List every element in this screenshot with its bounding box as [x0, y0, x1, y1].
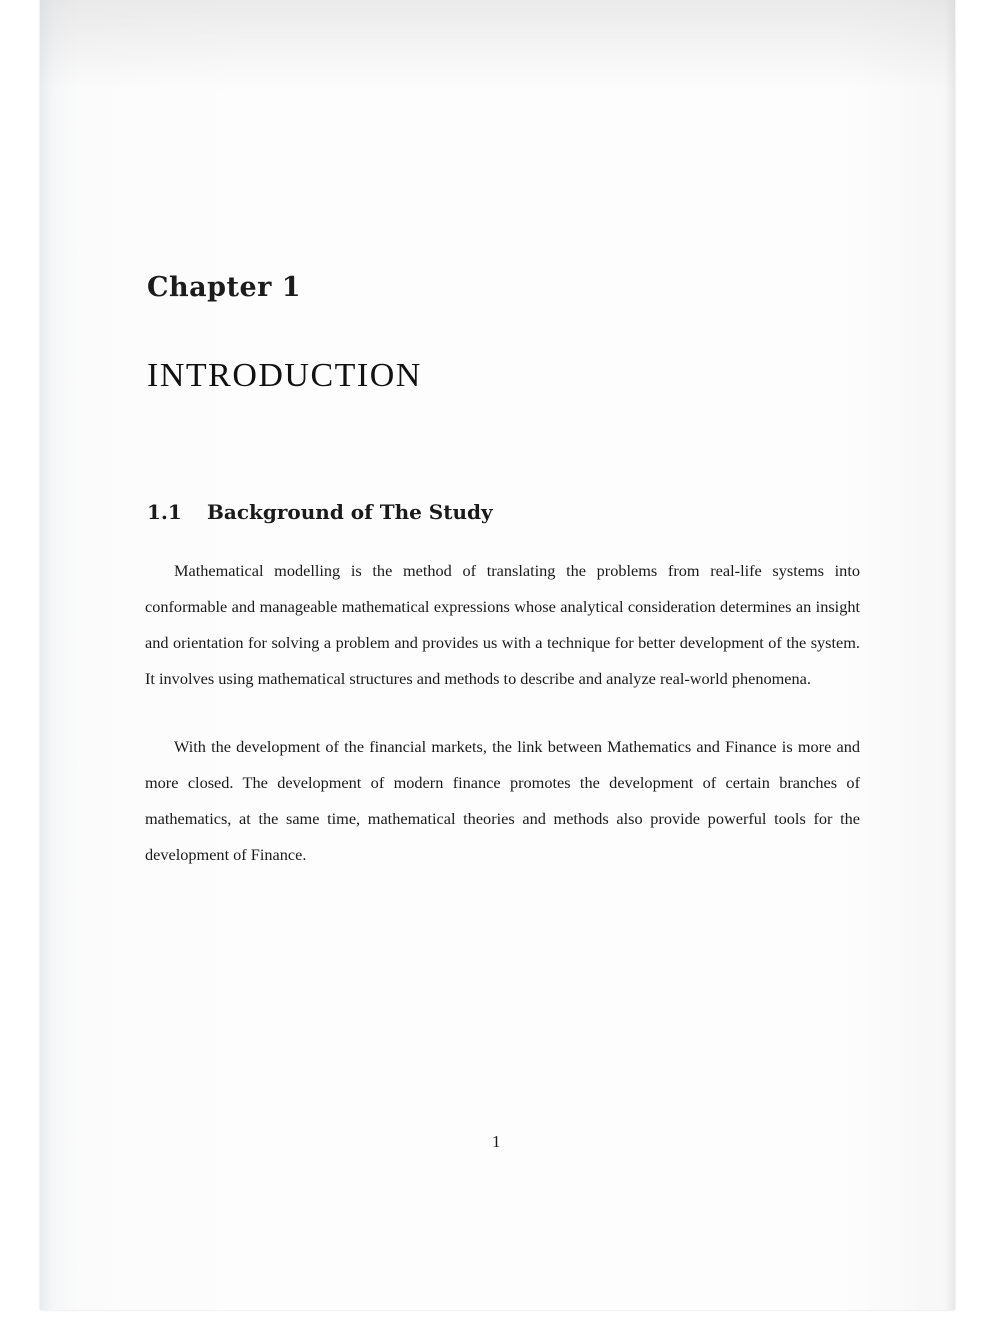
chapter-label: Chapter 1: [147, 272, 302, 303]
body-paragraph: With the development of the financial markets, the link between Mathematics and Finance is more and more closed. The development of modern finance promotes the development of certain branches of mathematics, at the same time, mathematical theories and methods also provide powerful tools for the development of Finance.: [145, 737, 860, 864]
chapter-title: INTRODUCTION: [147, 357, 422, 394]
section-number: 1.1: [147, 500, 182, 524]
section-heading: [147, 500, 493, 524]
document-page: [40, 0, 955, 1310]
section-title: Background of The Study: [207, 500, 493, 524]
scan-shadow: [40, 0, 955, 90]
body-paragraph: Mathematical modelling is the method of translating the problems from real-life systems into conformable and manageable mathematical expressions whose analytical consideration determines an insight and orientation for solving a problem and provides us with a technique for better development of the system. It involves using mathematical structures and methods to describe and analyze real-world phenomena.: [145, 561, 860, 688]
page-number: 1: [492, 1132, 501, 1151]
